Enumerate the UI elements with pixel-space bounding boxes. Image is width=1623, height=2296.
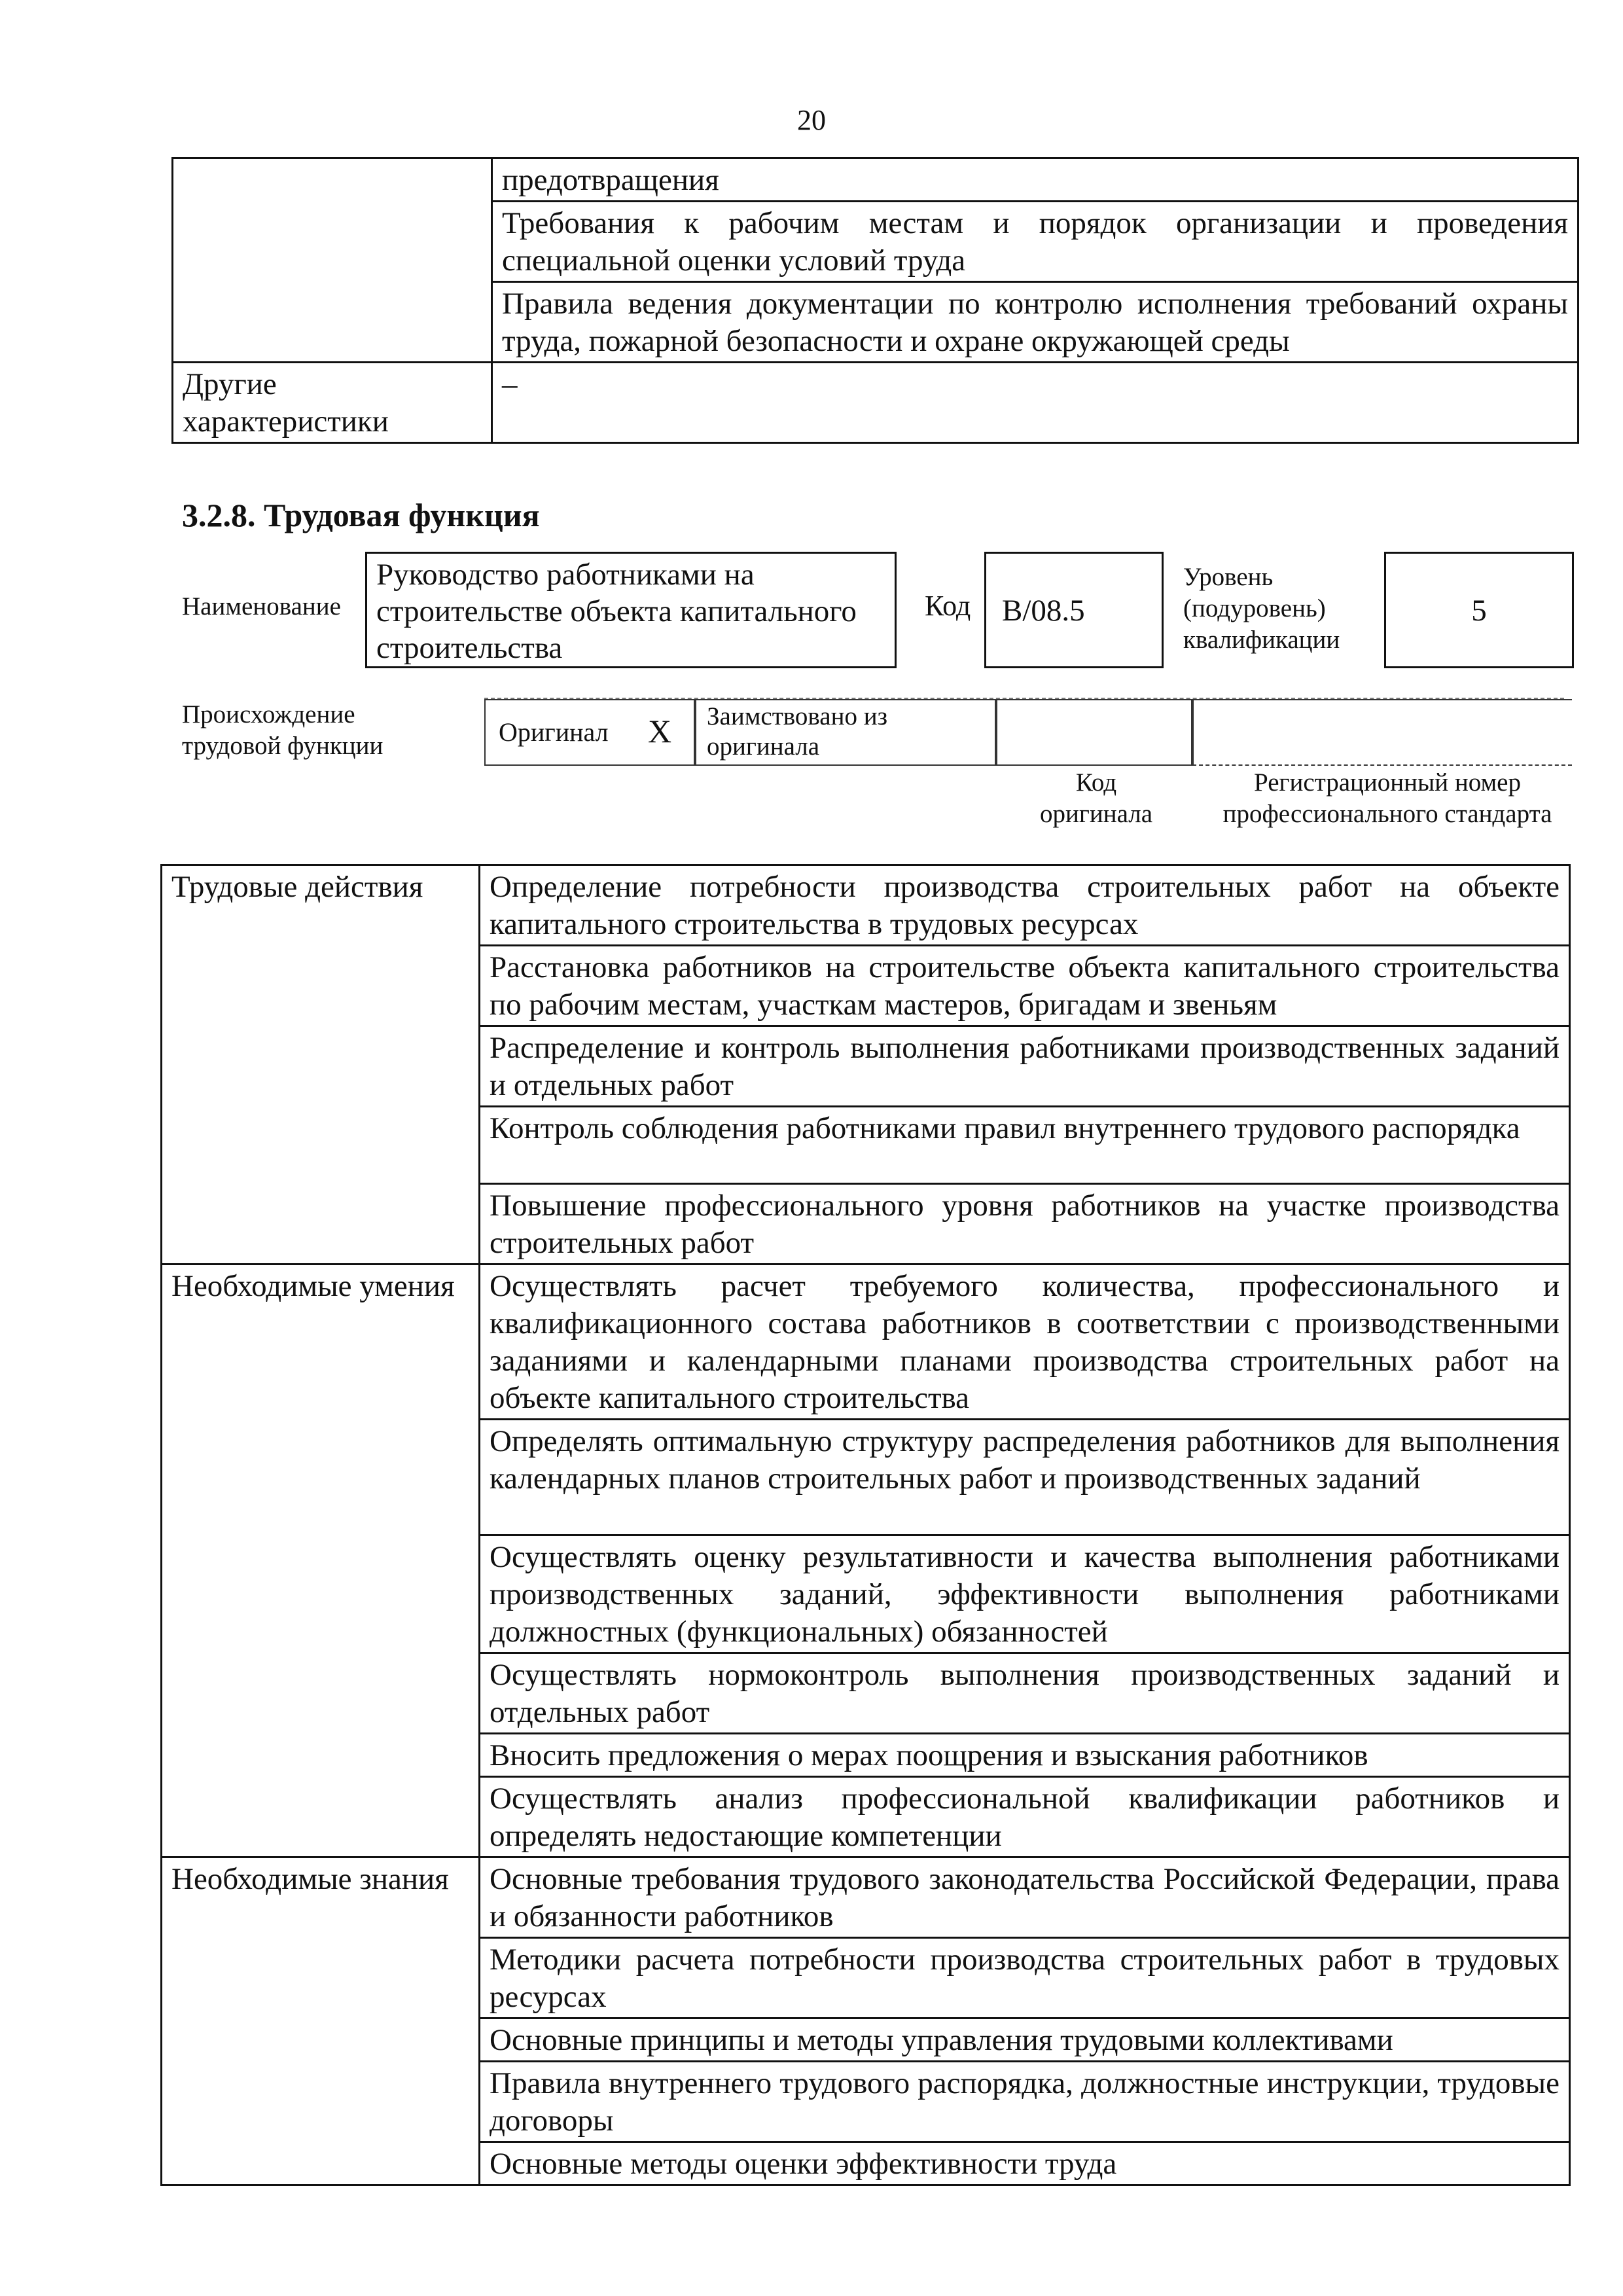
list-item: Повышение профессионального уровня работников на участке производства строительных работ (480, 1184, 1570, 1265)
list-item: Методики расчета потребности производства строительных работ в трудовых ресурсах (480, 1938, 1570, 2018)
name-value-box (365, 552, 897, 668)
section-title: 3.2.8. Трудовая функция (182, 497, 540, 533)
name-value: Руководство работниками на строительстве объекта капитального строительства (376, 558, 857, 665)
list-item: Осуществлять анализ профессиональной квалификации работников и определять недостающие компетенции (480, 1777, 1570, 1857)
page-number: 20 (797, 104, 826, 136)
original-label: Оригинал (499, 717, 609, 747)
main-table (160, 864, 1571, 2186)
list-item: Основные принципы и методы управления трудовыми коллективами (480, 2018, 1570, 2062)
row-text: предотвращения (492, 158, 1578, 202)
origin-code-box (996, 699, 1192, 766)
list-item: Осуществлять оценку результативности и качества выполнения работниками производственных заданий, эффективности выполнения работниками должностных (функциональных) обязанностей (480, 1535, 1570, 1653)
group-label-skills: Необходимые умения (162, 1265, 480, 1857)
level-label: Уровень (подуровень) квалификации (1183, 563, 1340, 654)
group-label-knowledge: Необходимые знания (162, 1857, 480, 2185)
list-item: Правила внутреннего трудового распорядка, должностные инструкции, трудовые договоры (480, 2062, 1570, 2142)
list-item: Расстановка работников на строительстве объекта капитального строительства по рабочим местам, участкам мастеров, бригадам и звеньям (480, 946, 1570, 1026)
list-item: Распределение и контроль выполнения работниками производственных заданий и отдельных работ (480, 1026, 1570, 1107)
code-caption: Код оригинала (1039, 768, 1153, 828)
table-row (173, 363, 1578, 443)
list-item: Определять оптимальную структуру распределения работников для выполнения календарных планов строительных работ и производственных заданий (480, 1420, 1570, 1535)
row-text: Требования к рабочим местам и порядок организации и проведения специальной оценки условий труда (492, 202, 1578, 282)
row-label: Другие характеристики (173, 363, 492, 443)
level-value: 5 (1471, 594, 1487, 628)
list-item: Основные методы оценки эффективности труда (480, 2142, 1570, 2185)
table-row (162, 1857, 1570, 1938)
code-value-box (984, 552, 1164, 668)
code-value: B/08.5 (1002, 594, 1085, 628)
table-row (162, 1265, 1570, 1420)
list-item: Осуществлять расчет требуемого количества, профессионального и квалификационного состава работников в соответствии с производственными заданиями и календарными планами производства строительных работ на объекте капитального строительства (480, 1265, 1570, 1420)
code-label: Код (925, 590, 971, 622)
origin-reg-box (1192, 699, 1572, 766)
origin-label: Происхождение трудовой функции (182, 700, 383, 760)
row-text: Правила ведения документации по контролю исполнения требований охраны труда, пожарной безопасности и охране окружающей среды (492, 282, 1578, 363)
table-row (162, 865, 1570, 946)
table-row (173, 158, 1578, 202)
borrowed-label: Заимствовано из оригинала (707, 702, 888, 761)
list-item: Вносить предложения о мерах поощрения и взыскания работников (480, 1734, 1570, 1777)
list-item: Контроль соблюдения работниками правил внутреннего трудового распорядка (480, 1107, 1570, 1184)
original-mark: X (648, 713, 672, 749)
list-item: Основные требования трудового законодательства Российской Федерации, права и обязанности работников (480, 1857, 1570, 1938)
name-label: Наименование (182, 592, 341, 620)
list-item: Осуществлять нормоконтроль выполнения производственных заданий и отдельных работ (480, 1653, 1570, 1734)
list-item: Определение потребности производства строительных работ на объекте капитального строительства в трудовых ресурсах (480, 865, 1570, 946)
row-label (173, 158, 492, 363)
level-value-box (1384, 552, 1574, 668)
reg-caption: Регистрационный номер профессионального стандарта (1222, 768, 1552, 828)
row-text: – (492, 363, 1578, 443)
group-label-actions: Трудовые действия (162, 865, 480, 1265)
top-table (171, 157, 1579, 444)
